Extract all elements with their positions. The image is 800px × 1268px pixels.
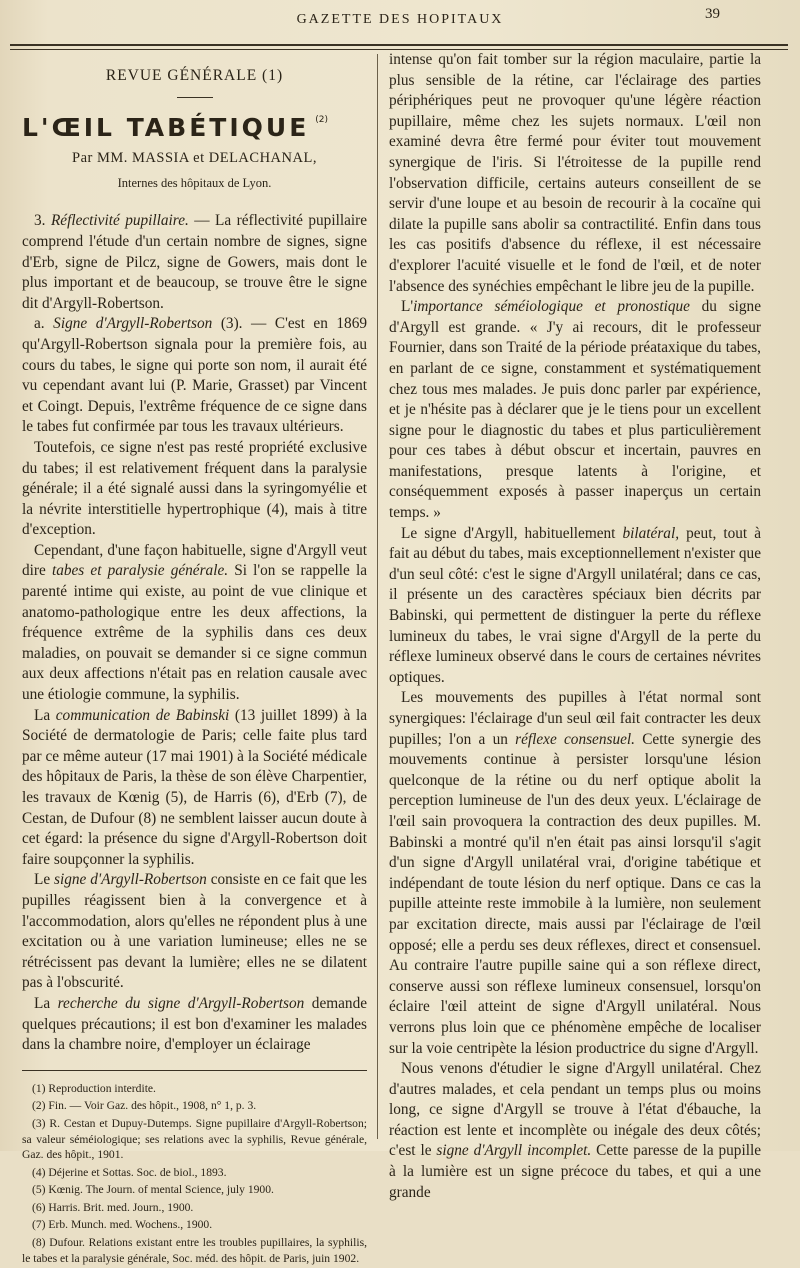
paragraph-text: consiste en ce fait que les pupilles réagissent bien à la convergence et à l'accommodation, alors qu'elles ne répondent plus à une excitation ou à une variation lumineuse; elles ne se rétrécissent pas devant la lumière; elles ne se dilatent pas à l'obscurité. [22, 871, 367, 992]
footnote: (4) Déjerine et Sottas. Soc. de biol., 1893. [32, 1165, 227, 1179]
footnote: (6) Harris. Brit. med. Journ., 1900. [32, 1200, 194, 1214]
paragraph-text: Les mouvements des pupilles à l'état normal sont synergiques: l'éclairage d'un seul œil fait contracter les deux pupilles; l'on a un [389, 689, 761, 748]
article-title-text: L'ŒIL TABÉTIQUE [22, 112, 310, 142]
left-body [22, 211, 367, 1055]
paragraph [22, 541, 367, 706]
paragraph-text: demande quelques précautions; il est bon d'examiner les malades dans la chambre noire, d'employer un éclairage [22, 994, 368, 1054]
paragraph-text: peut, tout à fait au début du tabes, mais exceptionnellement n'exister que d'un seul côté: c'est le signe d'Argyll unilatéral; dans ce cas, il présente un des caractères spéciaux bien décrits par Babinski, qui permettent de distinguer la perte du réflexe lumineux du tabes, le vrai signe d'Argyll de la perte du réflexe lumineux observé dans le cours de certaines névrites optiques. [389, 524, 761, 686]
paragraph-text: du signe d'Argyll est grande. « J'y ai recours, dit le professeur Fournier, dans son Traité de la période préataxique du tabes, en parlant de ce signe, constamment et systématiquement chez tous mes malades. Je puis donc parler par expérience, et je n'hésite pas à déclarer que je le tiens pour un excellent signe pour le diagnostic du tabes et plus particulièrement pour ces tabes à début obscur et incertain, pauvres en manifestations, presque latents à l'origine, et conséquemment exposés à passer inaperçus un certain temps. » [389, 298, 761, 522]
left-column [22, 60, 367, 1268]
paragraph [22, 211, 367, 314]
paragraph-text: Le [34, 871, 55, 889]
paragraph-text: L' [401, 298, 414, 316]
paragraph-text: — La réflectivité pupillaire comprend l'étude d'un certain nombre de signes, signe d'Erb, signe de Pilcz, signe de Gowers, mais dont le plus important et de beaucoup, se trouve être le signe dit d'Argyll-Robertson. [22, 212, 367, 312]
running-head: GAZETTE DES HOPITAUX [296, 12, 504, 27]
paragraph [389, 1059, 761, 1203]
section-title: REVUE GÉNÉRALE (1) [105, 67, 284, 84]
paragraph [389, 688, 761, 1059]
footnote-rule [22, 1070, 367, 1071]
footnote: (5) Kœnig. The Journ. of mental Science, july 1900. [32, 1183, 274, 1197]
paragraph-text: Nous venons d'étudier le signe d'Argyll unilatéral. Chez d'autres malades, et cela pendant un temps plus ou moins long, ce signe d'Argyll se trouve à l'état d'ébauche, la réaction est lente et incomplète ou inégale des deux côtés; c'est le [389, 1060, 761, 1160]
column-divider [377, 54, 378, 1139]
paragraph-text: Toutefois, ce signe n'est pas resté propriété exclusive du tabes; il est relativement fréquent dans la paralysie générale; il a été signalé aussi dans la syringomyélie et la névrite interstitielle hypertrophique (4), mais à titre d'exception. [22, 438, 367, 539]
paragraph-text: 3. [34, 212, 51, 230]
footnote: (2) Fin. — Voir Gaz. des hôpit., 1908, n° 1, p. 3. [32, 1099, 257, 1113]
paragraph-text: intense qu'on fait tomber sur la région maculaire, partie la plus sensible de la rétine, car l'éclairage des parties périphériques peut ne provoquer qu'une légère réaction pupillaire, même chez les sujets normaux. L'œil non examiné devra être fermé pour éviter tout mouvement synergique de l'iris. Si l'étroitesse de la pupille rend l'observation difficile, certains auteurs conseillent de se servir d'une loupe et au besoin de recourir à la cocaïne qui dilate la pupille sans abolir sa contractilité. Enfin dans tous les cas positifs d'absence du réflexe, il est nécessaire d'explorer l'acuité visuelle et le fond de l'œil, et de noter l'absence des synéchies empêchant le libre jeu de la pupille. [389, 51, 761, 295]
paragraph-text: Cette paresse de la pupille à la lumière est un signe précoce du tabes, et qui a une grande [389, 1142, 761, 1201]
byline: Par MM. MASSIA et DELACHANAL, [72, 150, 317, 167]
footnote: (7) Erb. Munch. med. Wochens., 1900. [32, 1218, 213, 1232]
paragraph [22, 438, 367, 541]
article-title [22, 110, 367, 142]
italic-phrase: réflexe consensuel. [515, 730, 635, 748]
paragraph [389, 50, 761, 297]
footnote: (1) Reproduction interdite. [32, 1081, 156, 1095]
title-rule [177, 97, 213, 98]
paragraph [22, 314, 367, 438]
italic-phrase: signe d'Argyll-Robertson [54, 871, 207, 889]
paragraph [389, 297, 761, 524]
italic-phrase: tabes et paralysie générale. [51, 562, 229, 580]
paragraph-text: Cependant, d'une façon habituelle, signe d'Argyll veut dire [22, 541, 367, 580]
paragraph-text: La [34, 994, 58, 1012]
paragraph [389, 524, 761, 689]
italic-phrase: Signe d'Argyll-Robertson [53, 315, 213, 333]
header-rule [10, 44, 788, 46]
italic-phrase: signe d'Argyll incomplet. [436, 1142, 592, 1160]
paragraph-text: Si l'on se rappelle la parenté intime qui existe, au point de vue clinique et anatomo-pathologique entre les deux affections, la fréquence extrême de la syphilis dans ces deux maladies, on pouvait se demander si ce signe commun aux deux affections n'était pas en relation causale avec une étiologie commune, la syphilis. [22, 562, 367, 704]
italic-phrase: Réflectivité pupillaire. [50, 212, 189, 230]
paragraph [22, 994, 367, 1056]
paragraph-text: (3). — C'est en 1869 qu'Argyll-Robertson signala pour la première fois, au cours du tabes, le signe qui porte son nom, il aurait été vu cependant avant lui (P. Marie, Grasset) par Vincent et Coingt. Depuis, l'extrême fréquence de ce signe dans le tabes fut confirmée par tous les travaux ultérieurs. [22, 315, 367, 436]
italic-phrase: communication de Babinski [55, 706, 230, 724]
footnote: (8) Dufour. Relations existant entre les troubles pupillaires, la syphilis, le tabes et la paralysie générale, Soc. méd. des hôpit. de Paris, juin 1902. [22, 1236, 367, 1265]
right-body [389, 50, 761, 1203]
right-column [389, 50, 761, 1203]
paragraph-text: Le signe d'Argyll, habituellement [401, 524, 623, 542]
paragraph-text: Cette synergie des mouvements continue à persister lorsqu'une lésion quelconque de la rétine ou du nerf optique abolit la perception lumineuse de l'un des deux yeux. L'éclairage de l'œil sain provoquera la contraction des deux pupilles. M. Babinski a montré qu'il n'en était pas ainsi lorsqu'il s'agit d'un signe d'Argyll unilatéral vrai, d'origine tabétique et indépendant de toute lésion du nerf optique. Dans ce cas la pupille atteinte reste immobile à la lumière, non seulement par excitation directe, mais aussi par l'éclairage de l'œil opposé; elle a perdu ses deux réflexes, direct et consensuel. Au contraire l'autre pupille saine qui a son réflexe direct, conserve aussi son réflexe lumineux consensuel, lorsqu'on éclaire l'œil atteint de signe d'Argyll unilatéral. Nous verrons plus loin que ce phénomène empêche de localiser sur la voie centripète la lésion productrice du signe d'Argyll. [389, 730, 761, 1057]
paragraph [22, 870, 367, 994]
italic-phrase: recherche du signe d'Argyll-Robertson [57, 994, 305, 1012]
paragraph [22, 706, 367, 871]
affiliation: Internes des hôpitaux de Lyon. [117, 175, 272, 190]
footnotes [22, 1081, 367, 1267]
paragraph-text: La [34, 706, 56, 724]
title-note: (2) [315, 114, 329, 125]
italic-phrase: bilatéral, [622, 524, 680, 542]
paragraph-text: a. [34, 315, 54, 333]
paragraph-text: (13 juillet 1899) à la Société de dermatologie de Paris; celle faite plus tard par ce même auteur (17 mai 1901) à la Société médicale des hôpitaux de Paris, la thèse de son élève Charpentier, les travaux de Kœnig (5), de Harris (6), d'Erb (7), de Cestan, de Dufour (8) ne semblent laisser aucun doute à cet égard: la présence du signe d'Argyll-Robertson doit faire soupçonner la syphilis. [22, 706, 367, 868]
italic-phrase: importance séméiologique et pronostique [413, 298, 690, 316]
page-number: 39 [705, 6, 720, 22]
footnote: (3) R. Cestan et Dupuy-Dutemps. Signe pupillaire d'Argyll-Robertson; sa valeur séméiologique; ses relations avec la syphilis, Revue générale, Gaz. des hôpit., 1901. [22, 1116, 367, 1162]
